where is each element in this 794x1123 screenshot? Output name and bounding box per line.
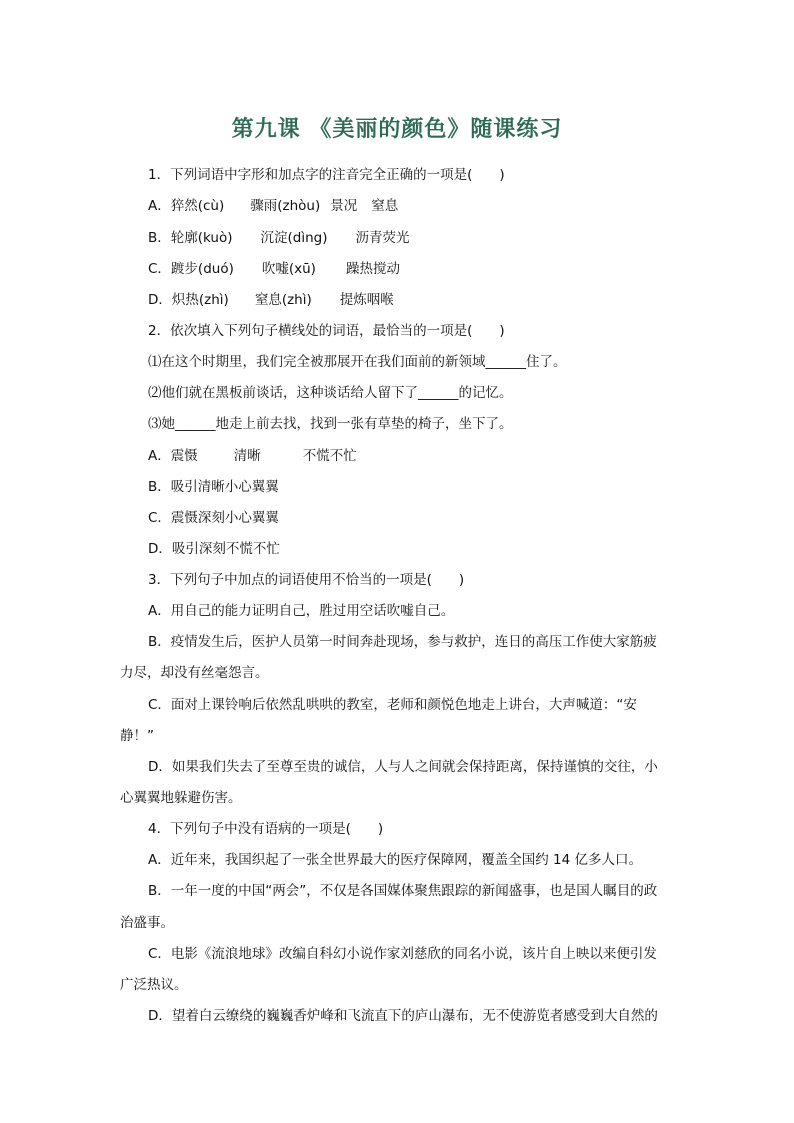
q4-option-a: A．近年来，我国织起了一张全世界最大的医疗保障网，覆盖全国约 14 亿多人口。	[148, 852, 642, 868]
option-text: C．踱步(duó)	[148, 261, 234, 277]
option-text: 吹嘘(xū)	[261, 261, 316, 277]
q2-option-a	[148, 446, 357, 466]
q2-option-b: B．吸引清晰小心翼翼	[148, 479, 279, 495]
option-text: B．轮廓(kuò)	[148, 230, 233, 246]
q2-sentence-1: ⑴在这个时期里，我们完全被那展开在我们面前的新领域______住了。	[148, 354, 567, 370]
option-text: A．震慑	[148, 448, 198, 464]
option-text: 窒息	[371, 198, 399, 214]
option-text: 沥青荧光	[355, 230, 410, 246]
q4-option-d-line1: D．望着白云缭绕的巍巍香炉峰和飞流直下的庐山瀑布，无不使游览者感受到大自然的	[148, 1008, 658, 1024]
q1-stem: 1．下列词语中字形和加点字的注音完全正确的一项是( )	[148, 167, 505, 183]
option-text: 景况	[330, 198, 358, 214]
q4-option-c-line1: C．电影《流浪地球》改编自科幻小说作家刘慈欣的同名小说，该片自上映以来便引发	[148, 946, 657, 962]
option-text: 清晰	[233, 448, 261, 464]
option-text: A．猝然(cù)	[148, 198, 225, 214]
q3-option-d-line1: D．如果我们失去了至尊至贵的诚信，人与人之间就会保持距离，保持谨慎的交往，小	[148, 759, 658, 775]
q3-option-a: A．用自己的能力证明自己，胜过用空话吹嘘自己。	[148, 603, 455, 619]
q3-option-b-line1: B．疫情发生后，医护人员第一时间奔赴现场，参与救护，连日的高压工作使大家筋疲	[148, 634, 657, 650]
q4-option-b-line1: B．一年一度的中国“两会”，不仅是各国媒体聚焦跟踪的新闻盛事，也是国人瞩目的政	[148, 883, 658, 899]
q1-option-d	[148, 290, 394, 310]
q4-option-b-line2: 治盛事。	[120, 915, 174, 931]
q1-option-b	[148, 228, 410, 248]
q1-option-c	[148, 259, 400, 279]
option-text: 不慌不忙	[302, 448, 357, 464]
q3-option-c-line1: C．面对上课铃响后依然乱哄哄的教室，老师和颜悦色地走上讲台，大声喊道：“安	[148, 697, 637, 713]
option-text: 提炼咽喉	[339, 292, 394, 308]
q3-option-c-line2: 静！”	[120, 728, 154, 744]
option-text: 窒息(zhì)	[254, 292, 312, 308]
q1-option-a	[148, 196, 398, 216]
q3-option-d-line2: 心翼翼地躲避伤害。	[120, 790, 242, 806]
q2-sentence-2: ⑵他们就在黑板前谈话，这种谈话给人留下了______的记忆。	[148, 385, 513, 401]
q4-option-c-line2: 广泛热议。	[120, 977, 188, 993]
q3-stem: 3．下列句子中加点的词语使用不恰当的一项是( )	[148, 572, 465, 588]
q2-option-d: D．吸引深刻不慌不忙	[148, 541, 280, 557]
q2-sentence-3: ⑶她______地走上前去找，找到一张有草垫的椅子，坐下了。	[148, 416, 513, 432]
q2-option-c: C．震慑深刻小心翼翼	[148, 510, 279, 526]
q4-stem: 4．下列句子中没有语病的一项是( )	[148, 821, 384, 837]
page-title: 第九课 《美丽的颜色》随课练习	[231, 116, 563, 142]
q2-stem: 2．依次填入下列句子横线处的词语，最恰当的一项是( )	[148, 323, 505, 339]
option-text: 骤雨(zhòu)	[250, 198, 321, 214]
option-text: 沉淀(dìng)	[260, 230, 328, 246]
option-text: D．炽热(zhì)	[148, 292, 229, 308]
option-text: 躁热搅动	[345, 261, 400, 277]
q3-option-b-line2: 力尽，却没有丝毫怨言。	[120, 665, 269, 681]
